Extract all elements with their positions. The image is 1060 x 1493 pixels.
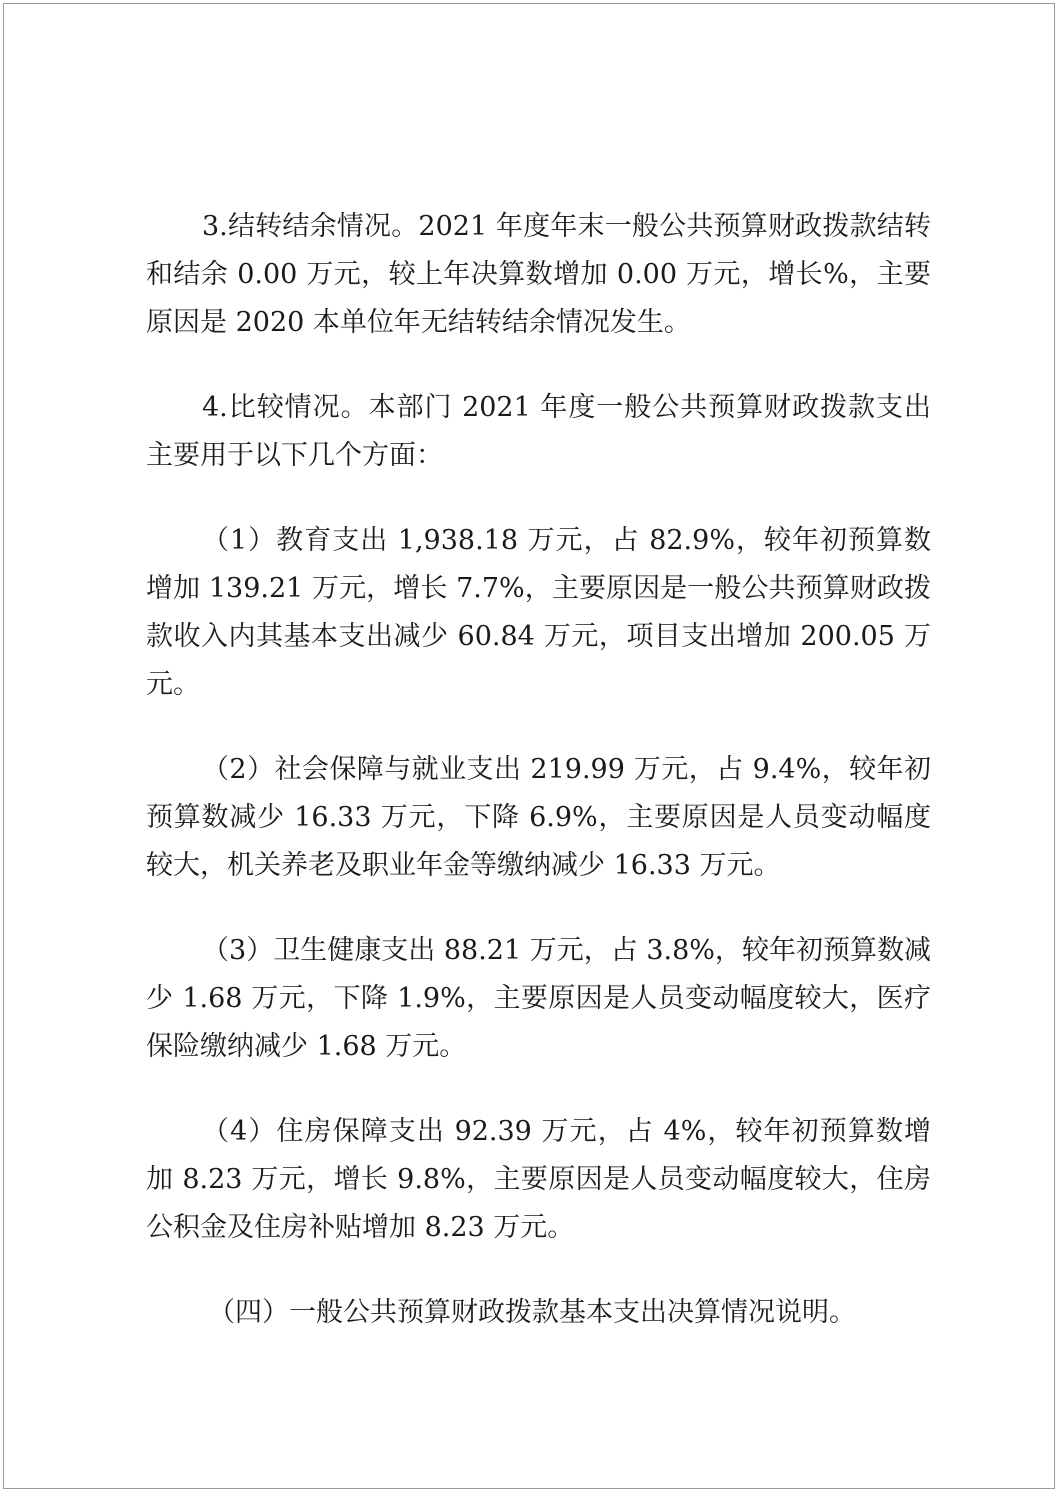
section-heading-four: （四）一般公共预算财政拨款基本支出决算情况说明。 (208, 1297, 856, 1328)
paragraph-comparison: 4.比较情况。本部门 2021 年度一般公共预算财政拨款支出主要用于以下几个方面： (146, 392, 931, 471)
paragraph-health: （3）卫生健康支出 88.21 万元，占 3.8%，较年初预算数减少 1.68 万元，下降 1.9%，主要原因是人员变动幅度较大，医疗保险缴纳减少 1.68 万元。 (146, 935, 931, 1062)
document-page (3, 3, 1055, 1489)
paragraph-education: （1）教育支出 1,938.18 万元，占 82.9%，较年初预算数增加 139.21 万元，增长 7.7%，主要原因是一般公共预算财政拨款收入内其基本支出减少 60.84 万元，项目支出增加 200.05 万元。 (146, 525, 931, 700)
paragraph-social-security: （2）社会保障与就业支出 219.99 万元，占 9.4%，较年初预算数减少 16.33 万元，下降 6.9%，主要原因是人员变动幅度较大，机关养老及职业年金等缴纳减少 16.33 万元。 (146, 754, 931, 881)
document-body (146, 203, 931, 1374)
paragraph-carryover: 3.结转结余情况。2021 年度年末一般公共预算财政拨款结转和结余 0.00 万元，较上年决算数增加 0.00 万元，增长%，主要原因是 2020 本单位年无结转结余情况发生。 (146, 211, 931, 338)
paragraph-housing: （4）住房保障支出 92.39 万元，占 4%，较年初预算数增加 8.23 万元，增长 9.8%，主要原因是人员变动幅度较大，住房公积金及住房补贴增加 8.23 万元。 (146, 1116, 931, 1243)
